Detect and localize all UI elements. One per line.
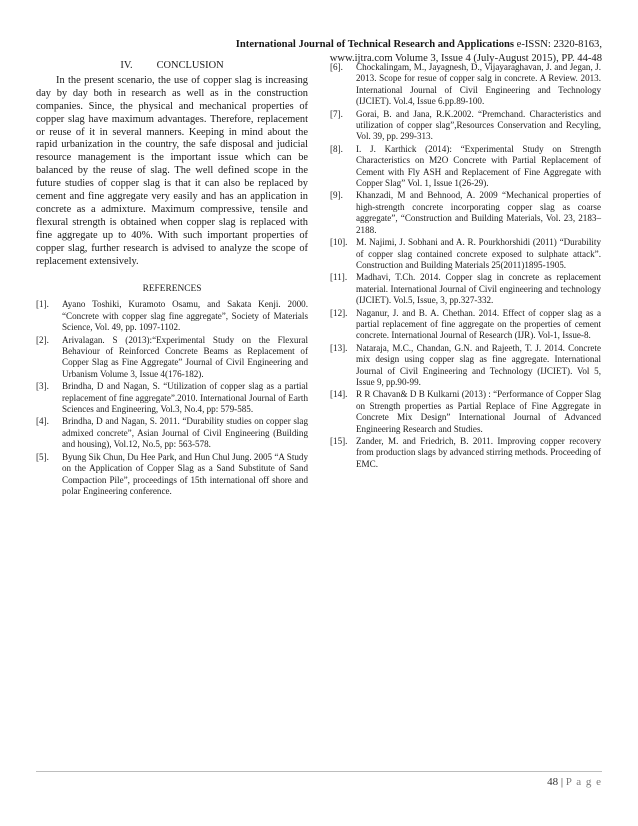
- reference-item: [330, 436, 601, 470]
- section-number: IV.: [120, 60, 133, 71]
- references-heading: REFERENCES: [142, 283, 202, 294]
- reference-item: [330, 308, 601, 342]
- reference-text: Brindha, D and Nagan, S. 2011. “Durability studies on copper slag admixed concrete”, Asian Journal of Civil Engineering (Building and housing), Vol.12, No.5, pp: 563-578.: [62, 416, 308, 450]
- reference-text: Chockalingam, M., Jayagnesh, D., Vijayaraghavan, J. and Jegan, J. 2013. Scope for resue of copper salg in concrete. A Review. 2013. International Journal of Civil Engineering and Technology (IJCIET). Vol.4, Issue 6.pp.89-100.: [356, 62, 601, 107]
- conclusion-paragraph: In the present scenario, the use of copper slag is increasing day by day both in research as well as in the construction companies. Since, the physical and mechanical properties of copper slag have maximum advantages. Therefore, replacement or reuse of it in several manners. Keeping in mind about the rapid urbanization in the country, the safe disposal and judicial resource management is the important issue which can be balanced by the reuse of slag. The well defined scope in the future studies of copper slag is that it can also be replaced by cement and fine aggregate very easily and has an application in concrete as a admixture. Maximum compressive, tensile and flexural strength is obtained when copper slag is replaced with fine aggregate up to 40%. With such important properties of copper slag, further research is advised to analyze the scope of replacement extensively.: [36, 74, 308, 267]
- reference-item: [36, 299, 308, 333]
- references-list-left: [36, 299, 308, 497]
- reference-text: Arivalagan. S (2013):“Experimental Study on the Flexural Behaviour of Reinforced Concrete Beams as Replacement of Copper Slag as Fine Aggregate” Journal of Civil Engineering and Urbanism Volume 3, Issue 4(176-182).: [62, 334, 308, 379]
- reference-number: [3].: [36, 381, 49, 392]
- reference-item: [330, 144, 601, 190]
- reference-text: Gorai, B. and Jana, R.K.2002. “Premchand. Characteristics and utilization of copper slag”,Resources Conservation and Recyling, Vol. 39, pp. 299-313.: [356, 108, 601, 142]
- reference-text: Ayano Toshiki, Kuramoto Osamu, and Sakata Kenji. 2000. “Concrete with copper slag fine aggregate”, Society of Materials Science, Vol. 49, pp. 1097-1102.: [62, 299, 308, 333]
- left-column: [36, 60, 308, 497]
- reference-item: [330, 272, 601, 306]
- conclusion-heading: [36, 60, 308, 73]
- reference-number: [4].: [36, 416, 49, 427]
- reference-text: Byung Sik Chun, Du Hee Park, and Hun Chul Jung. 2005 “A Study on the Application of Copper Slag as a Sand Substitute of Sand Compaction Pile”, proceedings of 15th international off shore and polar Engineering conference.: [62, 451, 308, 496]
- reference-number: [10].: [330, 237, 348, 248]
- reference-text: Brindha, D and Nagan, S. “Utilization of copper slag as a partial replacement of fine aggregate”.2010. International Journal of Earth Sciences and Engineering, Vol.3, No.4, pp: 579-585.: [62, 381, 308, 415]
- reference-text: R R Chavan& D B Kulkarni (2013) : “Performance of Copper Slag on Strength properties as Partial Replace of Fine Aggregate in Concrete Mix Design” International Journal of Advanced Engineering Research and Studies.: [356, 389, 601, 434]
- reference-item: [330, 109, 601, 143]
- reference-number: [15].: [330, 436, 348, 446]
- reference-number: [11].: [330, 272, 348, 283]
- right-column: [330, 62, 601, 470]
- footer-divider: [36, 771, 602, 772]
- reference-number: [5].: [36, 451, 49, 462]
- page-label: P a g e: [565, 776, 602, 788]
- reference-text: Madhavi, T.Ch. 2014. Copper slag in concrete as replacement material. International Journal of Civil engineering and technology (IJCIET). Vol.5, Issue, 3, pp.327-332.: [356, 272, 601, 306]
- journal-name: International Journal of Technical Research and Applications: [235, 39, 515, 50]
- reference-text: Khanzadi, M and Behnood, A. 2009 “Mechanical properties of high-strength concrete incorporating copper slag as coarse aggregate”, “Construction and Building Materials, Vol. 23, 2183–2188.: [356, 190, 601, 235]
- reference-text: I. J. Karthick (2014): “Experimental Study on Strength Characteristics on M2O Concrete with Partial Replacement of Cement with Fly ASH and Replacement of Fine Aggregate with Copper Slag” Vol. 1, Issue 1(26-29).: [356, 143, 601, 189]
- reference-text: Zander, M. and Friedrich, B. 2011. Improving copper recovery from production slags by advanced stirring methods. Proceeding of EMC.: [356, 436, 601, 469]
- reference-item: [330, 343, 601, 389]
- section-title: CONCLUSION: [156, 60, 224, 71]
- reference-number: [2].: [36, 334, 49, 345]
- reference-number: [7].: [330, 108, 343, 119]
- page-number-footer: [547, 776, 602, 788]
- reference-item: [330, 62, 601, 108]
- journal-volume-line: www.ijtra.com Volume 3, Issue 4 (July-August 2015), PP. 44-48: [329, 53, 602, 64]
- reference-number: [8].: [330, 143, 343, 154]
- reference-number: [14].: [330, 389, 348, 400]
- reference-item: [330, 190, 601, 236]
- reference-number: [1].: [36, 299, 49, 310]
- page-number: 48: [547, 776, 559, 788]
- reference-item: [330, 237, 601, 271]
- journal-title-line: [236, 38, 602, 52]
- reference-item: [36, 335, 308, 381]
- references-list-right: [330, 62, 601, 470]
- journal-eissn: e-ISSN: 2320-8163,: [514, 39, 602, 50]
- reference-item: [36, 416, 308, 450]
- reference-item: [36, 452, 308, 498]
- reference-number: [6].: [330, 62, 343, 72]
- reference-number: [12].: [330, 307, 348, 318]
- reference-item: [330, 389, 601, 435]
- reference-number: [13].: [330, 342, 348, 353]
- reference-text: Naganur, J. and B. A. Chethan. 2014. Effect of copper slag as a partial replacement of fine aggregate on the properties of cement concrete. International Journal of Research (IJR). Vol-1, Issue-8.: [356, 307, 601, 341]
- reference-text: Nataraja, M.C., Chandan, G.N. and Rajeeth, T. J. 2014. Concrete mix design using copper slag as fine aggregate. International Journal of Civil Engineering and Technology (IJCIET). Vol 5, Issue 9, pp.90-99.: [356, 342, 601, 387]
- reference-text: M. Najimi, J. Sobhani and A. R. Pourkhorshidi (2011) “Durability of copper slag contained concrete exposed to sulphate attack”. Construction and Building Materials 25(2011)1895-1905.: [356, 237, 601, 270]
- reference-number: [9].: [330, 190, 343, 201]
- reference-item: [36, 381, 308, 415]
- page-separator: |: [558, 776, 566, 788]
